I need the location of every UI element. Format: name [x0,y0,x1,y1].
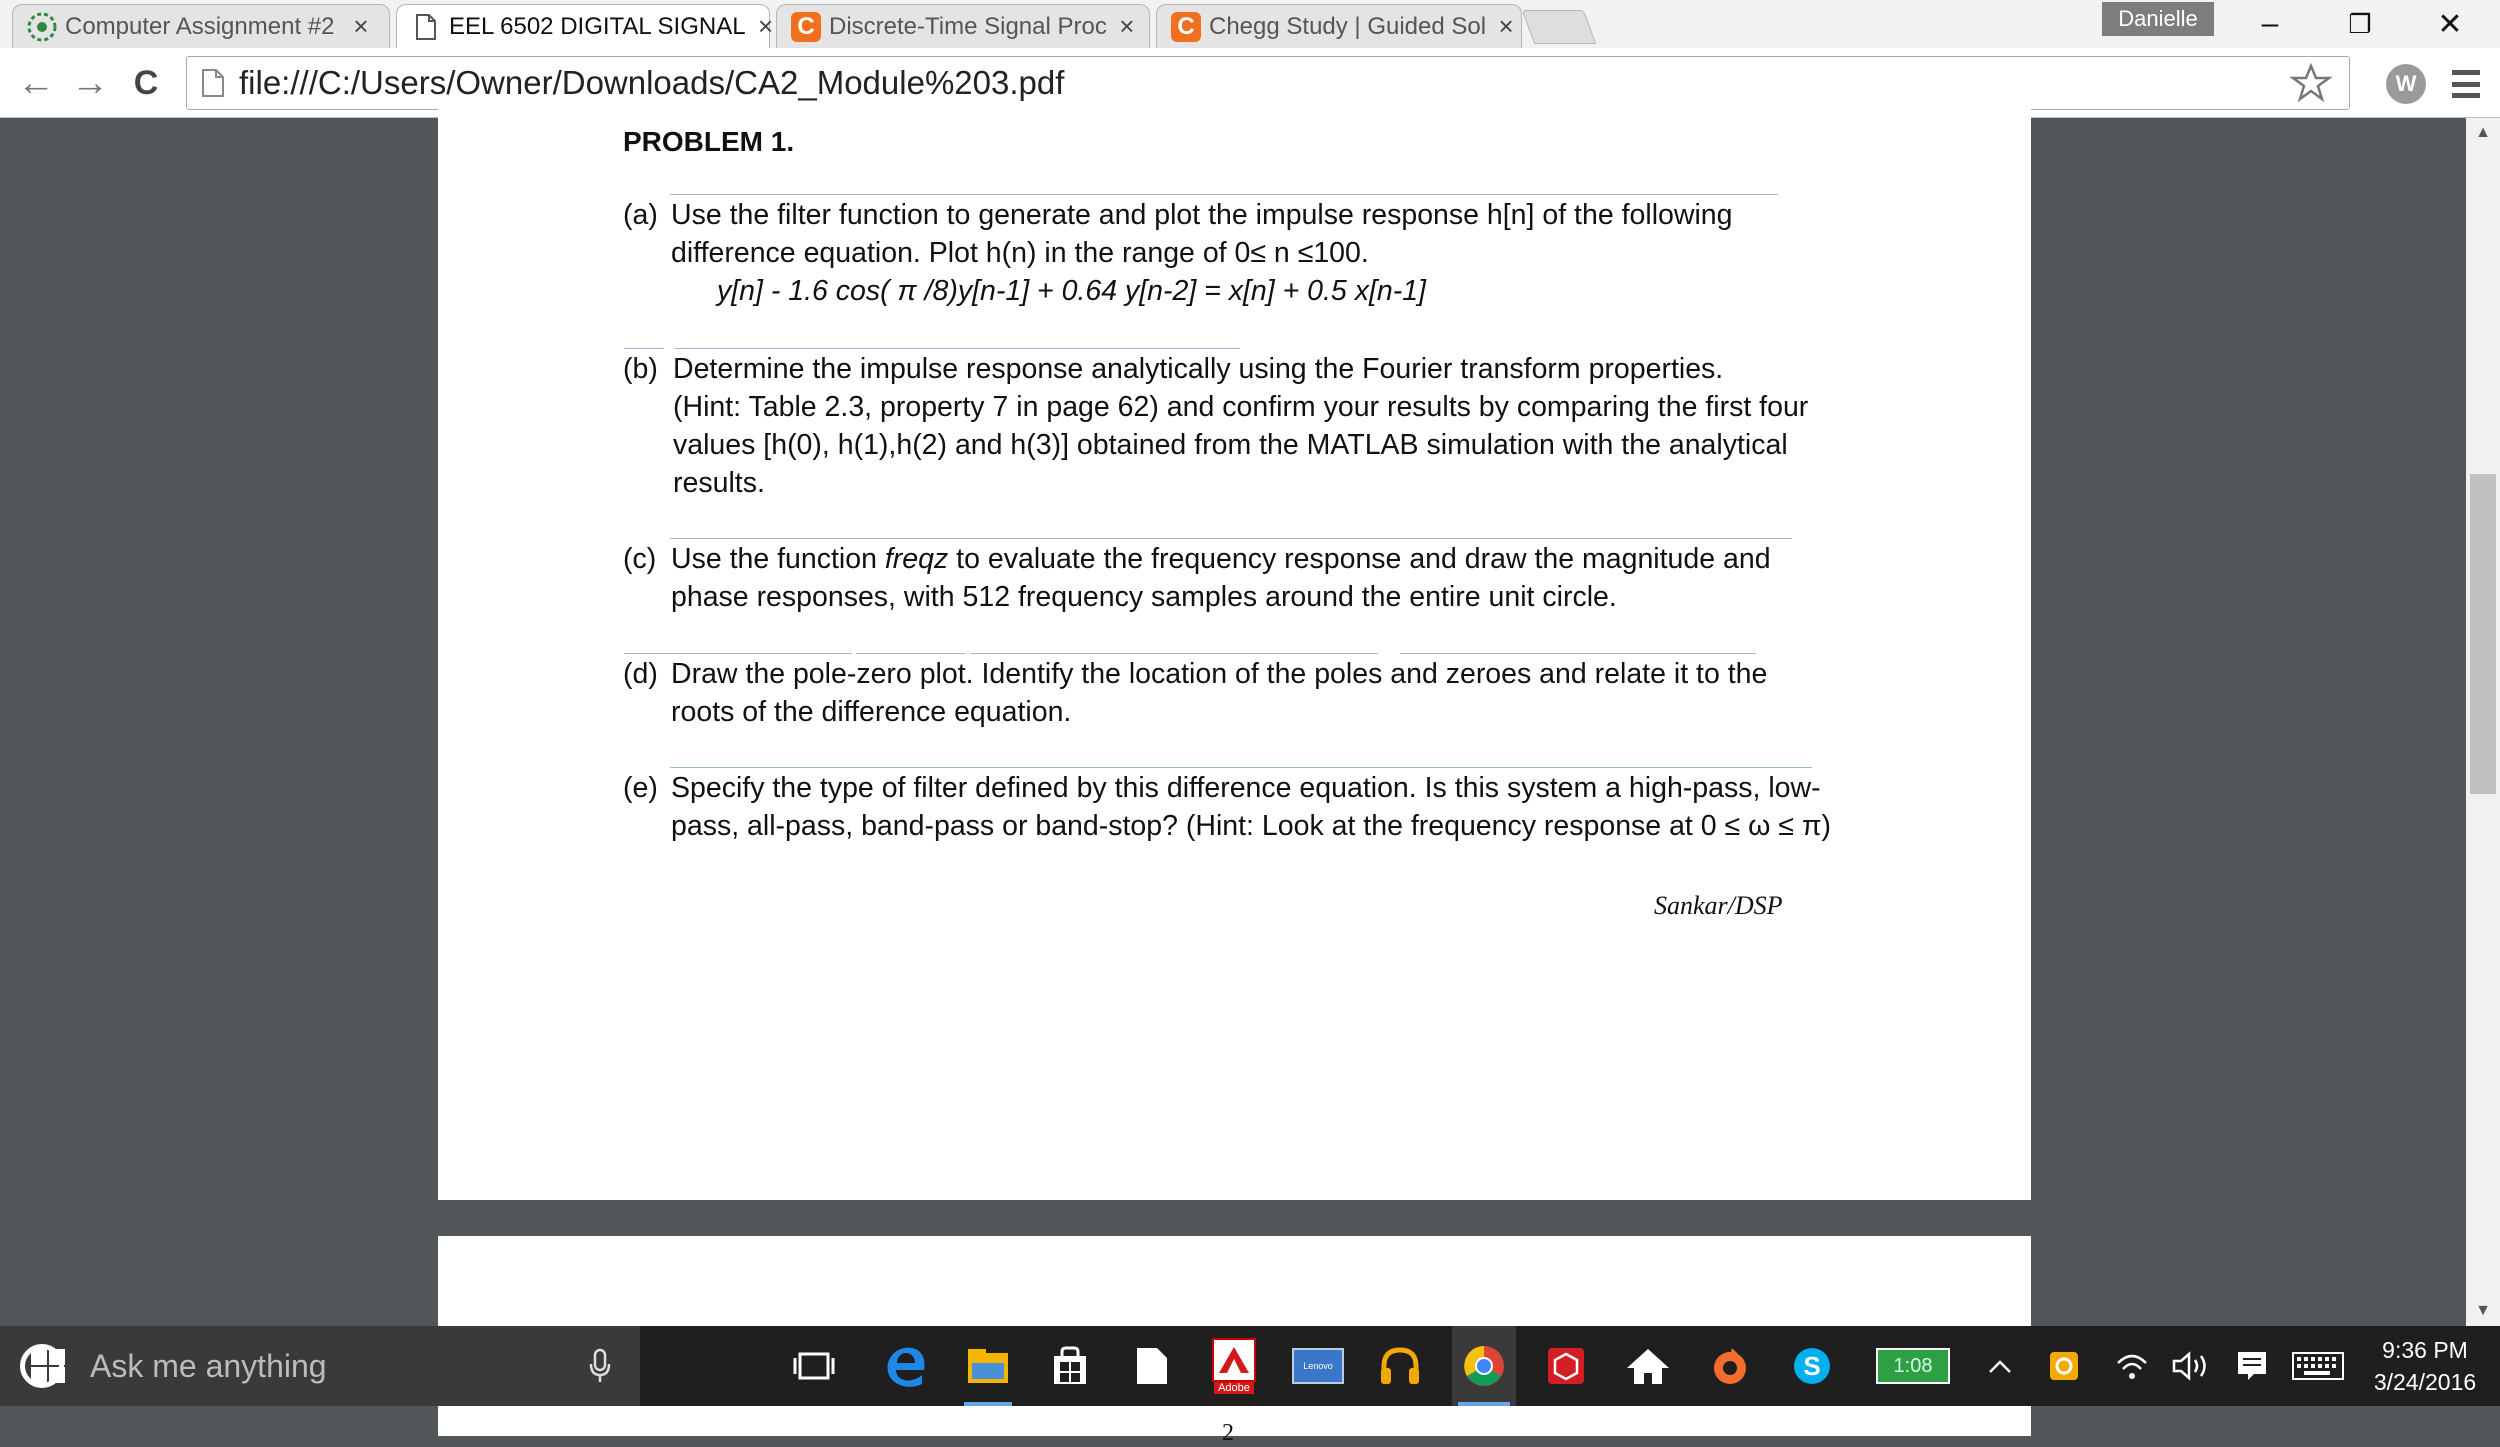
tab-discrete-time-signal[interactable] [776,4,1150,48]
forward-button[interactable] [66,60,114,106]
annotation-line [670,538,1792,539]
action-center-icon[interactable] [2230,1326,2274,1406]
pdf-page [438,108,2031,1200]
tab-eel6502-pdf[interactable] [396,4,774,48]
wifi-icon[interactable] [2110,1326,2154,1406]
url-text[interactable]: file:///C:/Users/Owner/Downloads/CA2_Module%203.pdf [239,64,1065,101]
question-letter: (a) [623,199,658,231]
forward-arrow-icon: → [71,61,109,104]
annotation-line [624,348,664,349]
scrollbar-thumb[interactable] [2470,474,2496,794]
close-window-button[interactable]: ✕ [2437,7,2463,41]
back-arrow-icon: ← [17,61,55,104]
page-number: 2 [1222,1420,1234,1446]
cortana-search-box[interactable] [0,1326,640,1406]
document-icon [411,12,441,42]
address-bar[interactable] [186,56,2350,110]
scroll-up-arrow-icon[interactable]: ▲ [2475,124,2491,141]
tab-title: Chegg Study | Guided Sol [1209,12,1487,40]
microphone-icon[interactable] [580,1342,620,1390]
annotation-line [670,194,1778,195]
svg-text:S: S [1803,1351,1821,1381]
clock-date: 3/24/2016 [2373,1369,2477,1395]
tab-close-icon[interactable]: × [1498,11,1514,41]
annotation-line [624,653,852,654]
bookmark-star-icon[interactable] [2291,63,2331,103]
question-line: pass, all-pass, band-pass or band-stop? (Hint: Look at the frequency response at 0 ≤ ω ≤ π) [671,810,1831,842]
tab-close-icon[interactable]: × [757,11,774,41]
annotation-line [970,653,1378,654]
windows-logo-icon [31,1349,65,1383]
reload-icon: C [133,63,159,102]
skype-icon[interactable] [1782,1326,1842,1406]
problem-heading: PROBLEM 1. [623,126,795,157]
lenovo-icon[interactable] [1288,1326,1348,1406]
cube-icon[interactable] [1536,1326,1596,1406]
reload-button[interactable] [122,60,170,106]
question-line: Use the filter function to generate and plot the impulse response h[n] of the following [671,199,1733,231]
adobe-label: Adobe [1214,1382,1254,1394]
tab-close-icon[interactable]: × [1119,11,1135,41]
store-icon[interactable] [1040,1326,1100,1406]
battery-indicator[interactable] [1872,1326,1954,1406]
page-icon [201,68,225,98]
question-line: results. [673,467,765,499]
function-name: freqz [884,543,949,575]
windows-taskbar [0,1326,2500,1406]
headphones-icon[interactable] [1370,1326,1430,1406]
new-tab-button[interactable] [1522,10,1596,44]
home-icon[interactable] [1618,1326,1678,1406]
tab-close-icon[interactable]: × [353,11,369,41]
question-line: (Hint: Table 2.3, property 7 in page 62) and confirm your results by comparing the first four [673,391,1809,423]
extension-w-icon[interactable]: W [2386,64,2426,104]
question-line: roots of the difference equation. [671,696,1072,728]
tab-chegg-study[interactable] [1156,4,1522,48]
file-explorer-icon[interactable] [958,1326,1018,1406]
question-letter: (b) [623,353,658,385]
question-letter: (e) [623,772,658,804]
profile-button[interactable]: Danielle [2102,2,2214,36]
origin-icon[interactable] [1700,1326,1760,1406]
show-hidden-icons-chevron-icon[interactable] [1980,1326,2020,1406]
clock-time: 9:36 PM [2382,1337,2468,1363]
question-line: Use the function freqz to evaluate the frequency response and draw the magnitude and [671,543,1771,575]
vertical-scrollbar[interactable] [2466,118,2500,1326]
question-line: Determine the impulse response analytically using the Fourier transform properties. [673,353,1724,385]
chegg-icon: C [1171,12,1201,42]
difference-equation: y[n] - 1.6 cos( π /8)y[n-1] + 0.64 y[n-2] = x[n] + 0.5 x[n-1] [717,275,1426,307]
search-placeholder: Ask me anything [90,1347,327,1384]
annotation-line [670,767,1812,768]
adobe-reader-icon[interactable] [1204,1326,1264,1406]
tab-title: EEL 6502 DIGITAL SIGNAL [449,12,746,40]
task-view-icon[interactable] [784,1326,844,1406]
scroll-down-arrow-icon[interactable]: ▼ [2475,1302,2491,1319]
browser-menu-icon[interactable] [2446,66,2486,102]
chegg-icon: C [791,12,821,42]
question-line: Draw the pole-zero plot. Identify the location of the poles and zeroes and relate it to the [671,658,1768,690]
tab-title: Computer Assignment #2 [65,12,335,40]
touch-keyboard-icon[interactable] [2290,1326,2346,1406]
annotation-line [856,653,966,654]
browser-tab-strip [0,0,2500,48]
edge-icon[interactable] [876,1326,936,1406]
tab-computer-assignment[interactable] [12,4,390,48]
signature: Sankar/DSP [1654,891,1783,920]
back-button[interactable] [12,60,60,106]
battery-label: 1:08 [1893,1354,1933,1377]
annotation-line [1400,653,1756,654]
question-line: difference equation. Plot h(n) in the range of 0≤ n ≤100. [671,237,1369,269]
start-button[interactable] [16,1326,80,1406]
notepad-icon[interactable] [1122,1326,1182,1406]
lenovo-label: Lenovo [1303,1361,1333,1371]
volume-icon[interactable] [2170,1326,2214,1406]
question-line: Specify the type of filter defined by this difference equation. Is this system a high-pass, low- [671,772,1821,804]
question-line: values [h(0), h(1),h(2) and h(3)] obtained from the MATLAB simulation with the analytical [673,429,1788,461]
norton-shield-icon[interactable] [2044,1326,2084,1406]
question-line: phase responses, with 512 frequency samples around the entire unit circle. [671,581,1617,613]
question-letter: (c) [623,543,657,575]
system-clock[interactable] [2350,1326,2500,1406]
tab-title: Discrete-Time Signal Proc [829,12,1107,40]
ucf-pegasus-icon [27,12,57,42]
question-letter: (d) [623,658,658,690]
restore-button[interactable]: ❐ [2348,8,2372,39]
chrome-icon[interactable] [1452,1326,1516,1406]
minimize-button[interactable]: – [2261,7,2279,40]
annotation-line [674,348,1240,349]
